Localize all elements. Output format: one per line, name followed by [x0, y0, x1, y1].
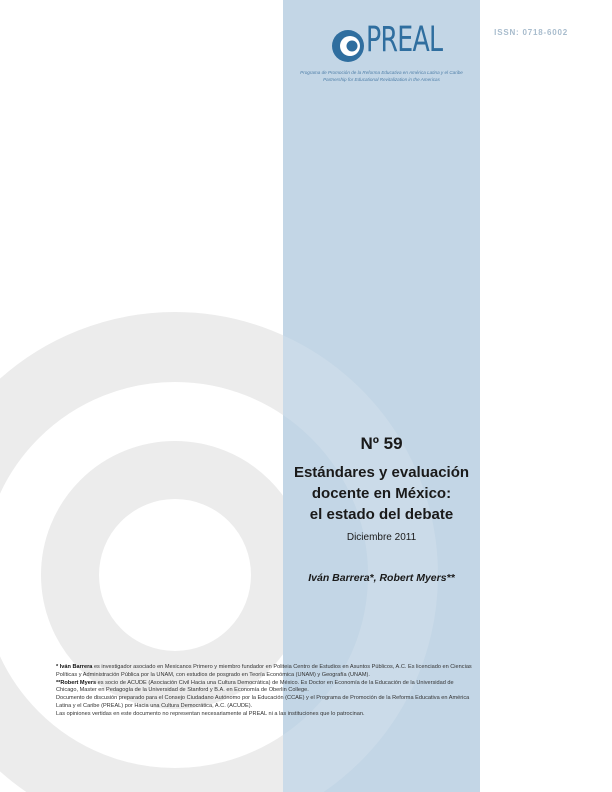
title-line-2: docente en México:	[311, 485, 452, 502]
footnote-barrera-text: es investigador asociado en Mexicanos Primero y miembro fundador en Politeia Centro de Estudios en Asuntos Públicos, A.C. Es licenciado en Ciencias Políticas y Administración Pública por la UNAM, con estudios de posgrado en Teoría Económica (UNAM) y Geografía (UNAM).	[56, 664, 472, 678]
logo-wordmark: PREAL	[366, 20, 443, 60]
publication-date: Diciembre 2011	[346, 532, 417, 543]
title-line-3: el estado del debate	[309, 506, 454, 523]
tagline-line-1: Programa de Promoción de la Reforma Educativa en América Latina y el Caribe	[300, 70, 463, 75]
issue-number: Nº 59	[360, 434, 403, 453]
footnote-barrera	[56, 664, 476, 680]
footnote-myers-name: **Robert Myers	[56, 679, 97, 686]
organization-tagline	[283, 70, 480, 83]
author-footnotes	[56, 664, 476, 719]
preal-logo	[330, 22, 450, 68]
document-title	[278, 462, 485, 525]
footnote-barrera-name: * Iván Barrera	[56, 664, 93, 670]
footnote-document-note: Documento de discusión preparado para el Consejo Ciudadano Autónomo por la Educación (CCAE) y el Programa de Promoción de la Reforma Educativa en América Latina y el Caribe (PREAL) por Hacia una Cultura Democrática, A.C. (ACUDE).	[56, 695, 470, 709]
preal-logo-icon	[330, 28, 366, 64]
issn-label: ISSN: 0718-6002	[494, 28, 568, 37]
authors-line: Iván Barrera*, Robert Myers**	[308, 572, 455, 584]
footnote-disclaimer: Las opiniones vertidas en este documento no representan necesariamente al PREAL ni a las instituciones que lo patrocinan.	[56, 710, 365, 717]
footnote-myers-text: es socio de ACUDE (Asociación Civil Hacia una Cultura Democrática) de México. Es Doctor en Economía de la Educación de la Universidad de Chicago, Master en Pedagogía de la Universidad de Stanford y B.A. en Economía de Oberlin College.	[56, 679, 454, 694]
tagline-line-2: Partnership for Educational Revitalization in the Americas	[323, 76, 440, 82]
footnote-myers	[56, 680, 476, 696]
title-line-1: Estándares y evaluación	[293, 464, 470, 481]
